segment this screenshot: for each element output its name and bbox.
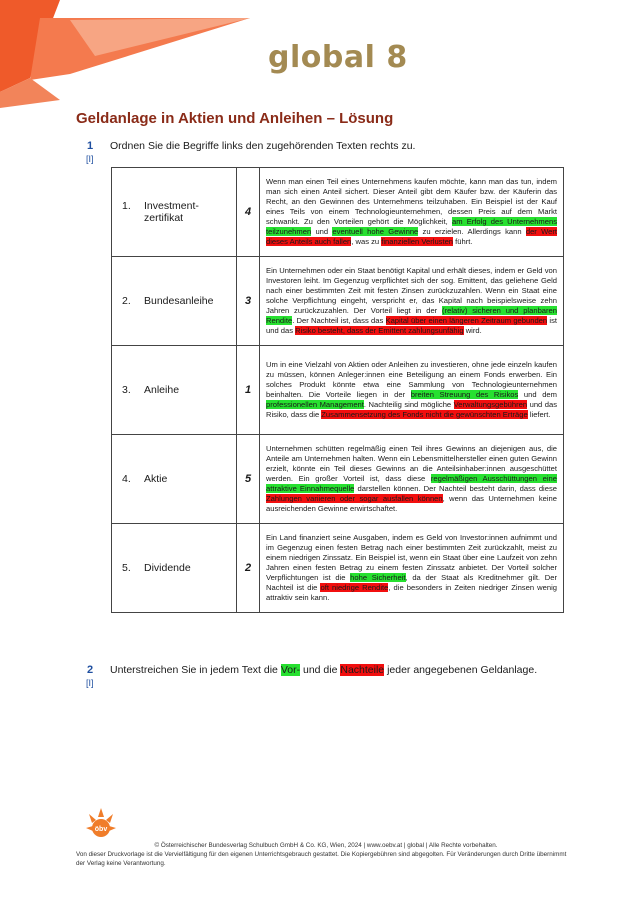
term-index: 2. <box>122 295 131 307</box>
answer-cell: 3 <box>237 257 260 346</box>
task-2-vor-highlight: Vor- <box>280 664 301 676</box>
description-cell <box>260 435 564 524</box>
description-text: Unternehmen schütten regelmäßig einen Teil ihres Gewinns an diejenigen aus, die Anteile am Unternehmen halten. Wenn ein Lebensmittelhersteller einen guten Gewinn erzielt, könnte ein Teil dieses Gewinns an die Anteilsinhaber:innen ausgeschüttet werden. Ein großer Vorteil ist, dass diese <box>266 443 557 483</box>
corner-decoration <box>0 0 260 110</box>
oebv-logo <box>86 808 116 842</box>
description-text: und das Risiko, dass die <box>266 400 558 420</box>
task-1-instruction: Ordnen Sie die Begriffe links den zugehörenden Texten rechts zu. <box>110 140 416 152</box>
table-row <box>112 168 564 257</box>
advantage-highlight: breiten Streuung des Risikos <box>410 390 519 399</box>
advantage-highlight: regelmäßigen Ausschüttungen eine attraktive Einnahmequelle <box>266 473 557 493</box>
description-text: darstellen können. Der Nachteil besteht darin, dass diese <box>354 484 557 493</box>
svg-text:öbv: öbv <box>94 826 108 833</box>
term-index: 4. <box>122 473 131 485</box>
answer-cell: 5 <box>237 435 260 524</box>
description-text: liefert. <box>527 410 551 420</box>
term-index: 5. <box>122 562 131 574</box>
term-name: Bundesanleihe <box>144 295 214 307</box>
term-name: Dividende <box>144 562 191 574</box>
task-1-level: [I] <box>86 154 94 164</box>
term-index: 3. <box>122 384 131 396</box>
task-2-level: [I] <box>86 678 94 688</box>
description-text: führt. <box>453 237 473 247</box>
disadvantage-highlight: Zahlungen variieren oder sogar ausfallen können <box>266 494 443 504</box>
task-2-number: 2 <box>87 664 94 676</box>
description-text: wird. <box>463 326 482 336</box>
footer-notice: Von dieser Druckvorlage ist die Vervielfältigung für den eigenen Unterrichtsgebrauch gestattet. Die Kopiergebühren sind abgegolten. Für Veränderungen durch Dritte übernimmt der Verlag keine Verantwortung. <box>76 851 567 868</box>
description-cell <box>260 524 564 613</box>
description-text: , die besonders in Zeiten niedriger Zinsen wenig attraktiv sein kann. <box>266 583 557 603</box>
description-text: . Nachteilig sind mögliche <box>363 400 454 410</box>
description-text: . Der Nachteil ist, dass das <box>292 316 386 326</box>
answer-cell: 4 <box>237 168 260 257</box>
advantage-highlight: eventuell hohe Gewinne <box>332 227 419 237</box>
footer-copyright: © Österreichischer Bundesverlag Schulbuch GmbH & Co. KG, Wien, 2024 | www.oebv.at | global | Alle Rechte vorbehalten. <box>154 842 498 849</box>
description-cell <box>260 168 564 257</box>
advantage-highlight: hohe Sicherheit <box>350 573 406 582</box>
answer-cell: 1 <box>237 346 260 435</box>
table-row <box>112 435 564 524</box>
description-text: Ein Land finanziert seine Ausgaben, indem es Geld von Investor:innen aufnimmt und im Gegenzug einen festen Betrag nach einer bestimmten Zeit zurückzahlt, meist zu einem niedrigen Zinssatz. Ein Beispiel ist, wenn ein Staat über eine Laufzeit von zehn Jahren einen festen Betrag zu einem festen Zinssatz anbietet. Der Vorteil solcher Verpflichtungen ist die <box>266 532 557 582</box>
brand-title: global 8 <box>268 40 408 75</box>
description-text: Um in eine Vielzahl von Aktien oder Anleihen zu investieren, ohne jede einzeln kaufen zu müssen, können Anleger:innen eine Beteiligung an einem Fonds erwerben. Ein solches Produkt könnte etwa eine Sammlung von Technologieunternehmen beinhalten. Die Vorteile liegen in der <box>266 359 557 399</box>
disadvantage-highlight: der Wert dieses Anteils auch fallen <box>266 227 558 247</box>
term-cell <box>112 257 237 346</box>
disadvantage-highlight: oft niedrige Rendite <box>320 583 389 593</box>
task-2-nachteile-highlight: Nachteile <box>340 664 385 676</box>
disadvantage-highlight: finanziellen Verlusten <box>381 237 454 247</box>
advantage-highlight: professionellen Management <box>266 400 364 410</box>
table-row <box>112 257 564 346</box>
advantage-highlight: (relativ) sicheren und planbaren Rendite <box>266 306 557 326</box>
term-name: Anleihe <box>144 384 180 396</box>
description-text: , was zu <box>351 237 382 247</box>
term-cell <box>112 168 237 257</box>
term-name: Aktie <box>144 473 168 485</box>
description-text: , da der Staat als Kreditnehmer gilt. Der Nachteil ist die <box>266 573 557 593</box>
task-2-text-middle: und die <box>300 664 341 676</box>
disadvantage-highlight: Zusammensetzung des Fonds nicht die gewünschten Erträge <box>321 410 528 420</box>
task-2-text-start: Unterstreichen Sie in jedem Text die <box>110 664 281 676</box>
description-text: ist und das <box>266 316 557 336</box>
task-2-instruction <box>110 664 537 676</box>
description-text: und <box>311 227 333 237</box>
description-text: , wenn das Unternehmen keine ausreichenden Gewinne erwirtschaftet. <box>266 494 557 514</box>
answer-cell: 2 <box>237 524 260 613</box>
term-cell <box>112 524 237 613</box>
matching-table <box>111 167 564 613</box>
task-2-text-end: jeder angegebenen Geldanlage. <box>384 664 538 676</box>
disadvantage-highlight: Risiko besteht, dass der Emittent zahlungsunfähig <box>295 326 464 336</box>
description-cell <box>260 346 564 435</box>
description-text: Ein Unternehmen oder ein Staat benötigt Kapital und erhält dieses, indem er Geld von Investoren leiht. Im Gegenzug verpflichtet sich der sog. Emittent, das geliehene Geld nach einer bestimmten Zeit mit festen Zinsen zurückzuzahlen. Wenn ein Staat eine solche Verpflichtung eingeht, verspricht er, das Kapital nach beispielsweise zehn Jahren zurückzuzahlen. Der Vorteil liegt in der <box>266 265 557 315</box>
term-cell <box>112 435 237 524</box>
footer <box>76 841 576 868</box>
page-title: Geldanlage in Aktien und Anleihen – Lösung <box>76 110 394 127</box>
description-cell <box>260 257 564 346</box>
disadvantage-highlight: Kapital über einen längeren Zeitraum gebunden <box>385 316 548 326</box>
description-text: zu erzielen. Allerdings kann <box>418 227 526 237</box>
task-1-number: 1 <box>87 140 94 152</box>
description-text: Wenn man einen Teil eines Unternehmens kaufen möchte, kann man das tun, indem man sich einen Anteil sichert. Dieser Anteil gibt dem Käufer bzw. der Käuferin das Recht, an den Gewinnen des Unternehmens teilzuhaben. Ein Beispiel ist der Kauf eines Teils von einem Technologieunternehmen, dessen Preis auf dem Markt schwankt. Zu den Vorteilen gehört die Möglichkeit, <box>266 176 557 226</box>
table-row <box>112 524 564 613</box>
advantage-highlight: am Erfolg des Unternehmens teilzunehmen <box>266 217 557 237</box>
term-cell <box>112 346 237 435</box>
description-text: und dem <box>518 390 557 399</box>
term-index: 1. <box>122 200 131 212</box>
disadvantage-highlight: Verwaltungsgebühren <box>453 400 528 410</box>
table-row <box>112 346 564 435</box>
term-name: Investment-zertifikat <box>144 200 199 224</box>
